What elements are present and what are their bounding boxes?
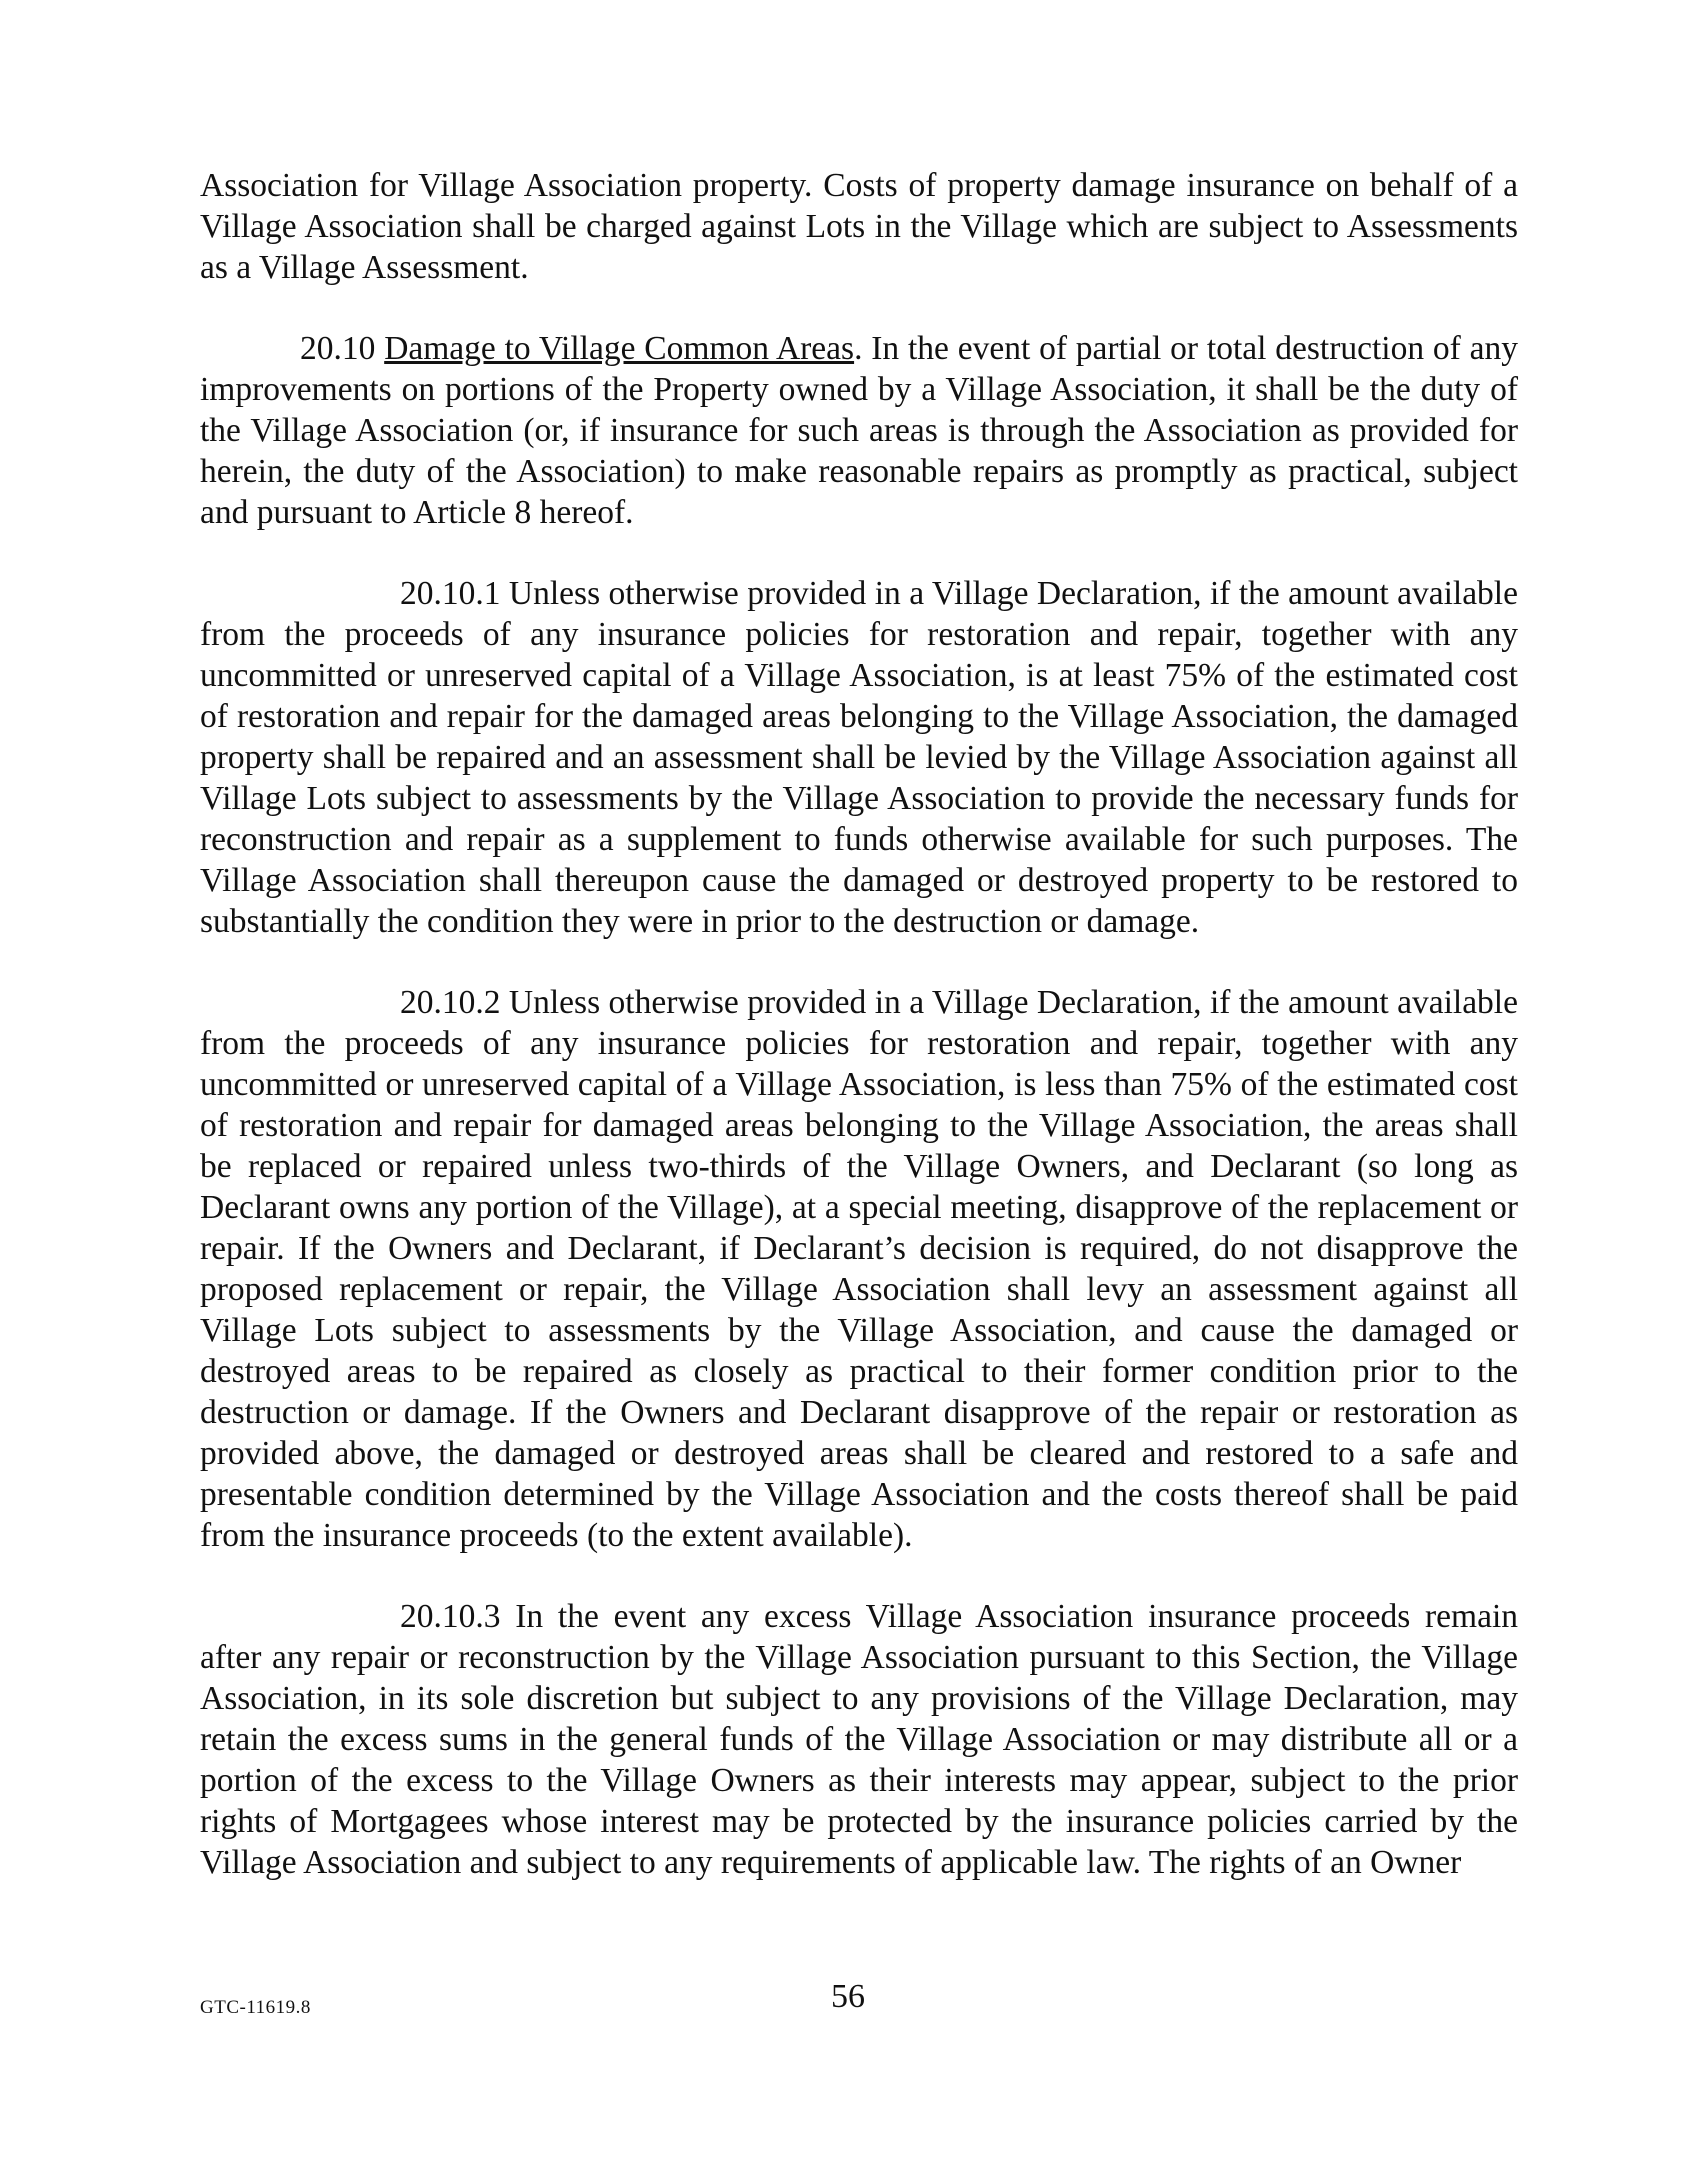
document-id: GTC-11619.8 (200, 1997, 311, 2018)
section-body: . In the event of partial or total destruction of any improvements on portions of the Property owned by a Village Association, it shall be the duty of the Village Association (or, if insurance for such areas is through the Association as provided for herein, the duty of the Association) to make reasonable repairs as promptly as practical, subject and pursuant to Article 8 hereof. (200, 330, 1518, 531)
section-heading: Damage to Village Common Areas (384, 330, 855, 367)
section-20-10-3: 20.10.3 In the event any excess Village Association insurance proceeds remain after any repair or reconstruction by the Village Association pursuant to this Section, the Village Association, in its sole discretion but subject to any provisions of the Village Declaration, may retain the excess sums in the general funds of the Village Association or may distribute all or a portion of the excess to the Village Owners as their interests may appear, subject to the prior rights of Mortgagees whose interest may be protected by the insurance policies carried by the Village Association and subject to any requirements of applicable law. The rights of an Owner (200, 1598, 1518, 1881)
section-20-10-2: 20.10.2 Unless otherwise provided in a Village Declaration, if the amount available from the proceeds of any insurance policies for restoration and repair, together with any uncommitted or unreserved capital of a Village Association, is less than 75% of the estimated cost of restoration and repair for damaged areas belonging to the Village Association, the areas shall be replaced or repaired unless two-thirds of the Village Owners, and Declarant (so long as Declarant owns any portion of the Village), at a special meeting, disapprove of the replacement or repair. If the Owners and Declarant, if Declarant’s decision is required, do not disapprove the proposed replacement or repair, the Village Association shall levy an assessment against all Village Lots subject to assessments by the Village Association, and cause the damaged or destroyed areas to be repaired as closely as practical to their former condition prior to the destruction or damage. If the Owners and Declarant disapprove of the repair or restoration as provided above, the damaged or destroyed areas shall be cleared and restored to a safe and presentable condition determined by the Village Association and the costs thereof shall be paid from the insurance proceeds (to the extent available). (200, 984, 1518, 1554)
page-number: 56 (831, 1978, 865, 2015)
document-body (200, 165, 1518, 1923)
section-20-10 (200, 328, 1518, 533)
paragraph-continuation: Association for Village Association property. Costs of property damage insurance on behalf of a Village Association shall be charged against Lots in the Village which are subject to Assessments as a Village Assessment. (200, 167, 1518, 286)
section-20-10-1: 20.10.1 Unless otherwise provided in a Village Declaration, if the amount available from the proceeds of any insurance policies for restoration and repair, together with any uncommitted or unreserved capital of a Village Association, is at least 75% of the estimated cost of restoration and repair for the damaged areas belonging to the Village Association, the damaged property shall be repaired and an assessment shall be levied by the Village Association against all Village Lots subject to assessments by the Village Association to provide the necessary funds for reconstruction and repair as a supplement to funds otherwise available for such purposes. The Village Association shall thereupon cause the damaged or destroyed property to be restored to substantially the condition they were in prior to the destruction or damage. (200, 575, 1518, 940)
section-number: 20.10 (300, 330, 376, 367)
